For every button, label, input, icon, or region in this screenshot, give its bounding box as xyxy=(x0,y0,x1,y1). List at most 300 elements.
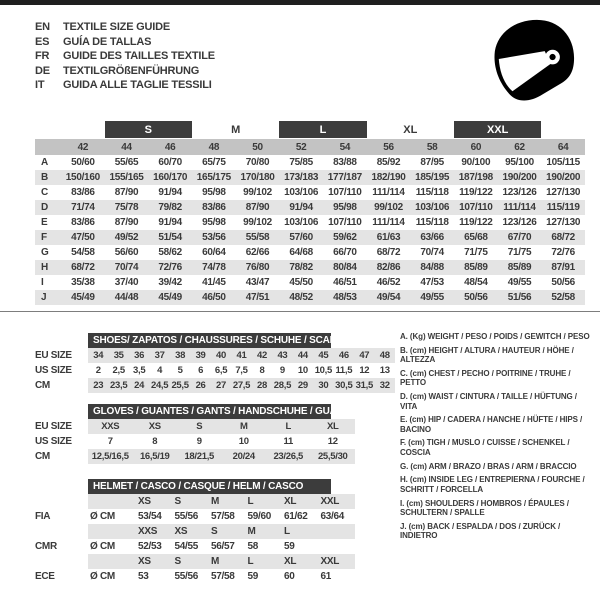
language-row-en xyxy=(35,20,215,35)
value-cell: 28,5 xyxy=(273,380,292,391)
size-value-cell: 123/126 xyxy=(502,217,537,228)
value-cell: 6,5 xyxy=(214,365,228,376)
language-code: ES xyxy=(35,35,50,48)
spacer-cell xyxy=(35,494,88,509)
size-value-cell: 51/56 xyxy=(507,292,532,303)
row-values xyxy=(88,509,355,524)
language-code: FR xyxy=(35,50,50,63)
value-cell: XXS xyxy=(101,421,120,432)
row-values xyxy=(88,524,355,539)
size-value-cell: 49/55 xyxy=(507,277,532,288)
helmet-sizes-row xyxy=(35,494,355,509)
helmet-size-value: 59/60 xyxy=(247,511,272,522)
helmet-size-value: 58 xyxy=(247,541,259,552)
value-cell: 25,5/30 xyxy=(317,451,348,462)
row-values xyxy=(88,378,395,393)
measurement-legend xyxy=(400,332,592,545)
guide-title: GUÍA DE TALLAS xyxy=(63,35,152,48)
helmet-size-label: M xyxy=(211,556,220,567)
helmet-size-label: S xyxy=(174,496,181,507)
size-value-cell: 78/82 xyxy=(289,262,313,273)
legend-item: G. (cm) ARM / BRAZO / BRAS / ARM / BRACCIO xyxy=(400,461,577,471)
size-value-cell: 41/45 xyxy=(202,277,226,288)
value-cell: 20/24 xyxy=(232,451,255,462)
size-numbers-row xyxy=(35,139,585,155)
size-value-cell: 127/130 xyxy=(546,187,581,198)
value-cell: 47 xyxy=(359,350,370,361)
size-value-cell: 91/94 xyxy=(158,187,182,198)
helmet-sizes-row xyxy=(35,524,355,539)
section-divider xyxy=(0,311,600,312)
size-value-cell: 91/94 xyxy=(289,202,313,213)
row-letter: F xyxy=(41,232,47,243)
size-value-cell: 35/38 xyxy=(71,277,95,288)
row-letter: G xyxy=(41,247,49,258)
row-values xyxy=(88,419,355,434)
racing-helmet-icon xyxy=(489,13,577,105)
value-cell: 41 xyxy=(236,350,247,361)
helmet-size-value: 55/56 xyxy=(174,511,199,522)
value-cell: 11,5 xyxy=(335,365,353,376)
row-letter: E xyxy=(41,217,48,228)
size-value-cell: 52/58 xyxy=(551,292,575,303)
helmet-size-value: 60 xyxy=(284,571,295,582)
language-row-es xyxy=(35,35,215,50)
value-cell: 9 xyxy=(279,365,285,376)
guide-title: GUIDA ALLE TAGLIE TESSILI xyxy=(63,79,212,92)
size-value-cell: 48/53 xyxy=(333,292,357,303)
value-cell: 43 xyxy=(277,350,288,361)
size-value-cell: 115/119 xyxy=(546,202,580,213)
value-cell: 4 xyxy=(157,365,163,376)
helmet-size-label: L xyxy=(247,556,254,567)
row-letter: I xyxy=(41,277,44,288)
size-value-cell: 70/74 xyxy=(420,247,444,258)
size-group-m: M xyxy=(231,123,241,136)
value-cell: 7 xyxy=(107,436,113,447)
size-value-cell: 68/72 xyxy=(71,262,95,273)
value-cell: 38 xyxy=(175,350,186,361)
helmet-values-row-cmr xyxy=(35,539,355,554)
gloves-rows xyxy=(35,419,355,464)
helmet-size-label: M xyxy=(211,496,220,507)
size-value-cell: 70/80 xyxy=(245,157,270,168)
size-value-cell: 111/114 xyxy=(372,187,405,198)
value-cell: 28 xyxy=(256,380,267,391)
size-value-cell: 62/66 xyxy=(245,247,270,258)
size-value-cell: 87/95 xyxy=(420,157,444,168)
size-value-cell: 84/88 xyxy=(420,262,444,273)
size-value-cell: 103/106 xyxy=(284,217,319,228)
size-value-cell: 170/180 xyxy=(240,172,275,183)
size-row-B xyxy=(35,170,585,185)
value-cell: 5 xyxy=(177,365,183,376)
size-value-cell: 54/58 xyxy=(71,247,95,258)
legend-item: D. (cm) WAIST / CINTURA / TAILLE / HÜFTUNG / VITA xyxy=(400,392,577,411)
size-value-cell: 60/70 xyxy=(158,157,182,168)
size-value-cell: 87/91 xyxy=(551,262,575,273)
size-value-cell: 71/74 xyxy=(71,202,95,213)
size-value-cell: 87/90 xyxy=(114,217,139,228)
row-label: US SIZE xyxy=(35,365,72,376)
size-row-E xyxy=(35,215,585,230)
size-value-cell: 95/98 xyxy=(202,217,226,228)
spacer-cell xyxy=(35,139,61,155)
standard-label: FIA xyxy=(35,511,51,522)
table-row-cm xyxy=(35,378,395,393)
row-values xyxy=(88,348,395,363)
value-cell: L xyxy=(285,421,291,432)
value-cell: M xyxy=(239,421,248,432)
size-value-cell: 53/56 xyxy=(202,232,226,243)
helmet-size-value: 53/54 xyxy=(138,511,162,522)
value-cell: 24 xyxy=(134,380,145,391)
size-value-cell: 67/70 xyxy=(507,232,532,243)
row-label: EU SIZE xyxy=(35,350,72,361)
size-value-cell: 111/114 xyxy=(503,202,536,213)
table-row-us-size xyxy=(35,434,355,449)
size-value-cell: 49/52 xyxy=(114,232,139,243)
legend-item: A. (Kg) WEIGHT / PESO / POIDS / GEWITCH / PESO xyxy=(400,332,590,341)
helmet-size-value: 55/56 xyxy=(174,571,199,582)
size-value-cell: 82/86 xyxy=(376,262,401,273)
row-values xyxy=(88,434,355,449)
size-value-cell: 75/78 xyxy=(114,202,139,213)
size-value-cell: 46/51 xyxy=(333,277,357,288)
size-value-cell: 59/62 xyxy=(333,232,357,243)
row-letter: J xyxy=(41,292,47,303)
size-value-cell: 63/66 xyxy=(420,232,444,243)
language-code: IT xyxy=(35,79,45,92)
size-value-cell: 72/76 xyxy=(551,247,575,258)
size-row-C xyxy=(35,185,585,200)
size-value-cell: 50/56 xyxy=(551,277,575,288)
size-value-cell: 58/62 xyxy=(158,247,182,258)
size-value-cell: 95/98 xyxy=(202,187,226,198)
table-row-eu-size xyxy=(35,348,395,363)
size-number-label: 42 xyxy=(77,141,89,153)
size-value-cell: 80/84 xyxy=(333,262,357,273)
row-letter: D xyxy=(41,202,48,213)
size-value-cell: 46/50 xyxy=(202,292,226,303)
size-value-cell: 72/76 xyxy=(158,262,182,273)
value-cell: 27,5 xyxy=(232,380,251,391)
size-value-cell: 123/126 xyxy=(502,187,537,198)
helmet-size-label: XS xyxy=(174,526,188,537)
size-value-cell: 83/86 xyxy=(71,187,95,198)
size-value-cell: 50/56 xyxy=(464,292,488,303)
legend-item: F. (cm) TIGH / MUSLO / CUISSE / SCHENKEL / COSCIA xyxy=(400,438,570,457)
helmet-size-value: 63/64 xyxy=(320,511,345,522)
size-value-cell: 99/102 xyxy=(243,217,272,228)
value-cell: 32 xyxy=(379,380,390,391)
size-value-cell: 49/55 xyxy=(420,292,444,303)
size-value-cell: 90/100 xyxy=(461,157,491,168)
spacer-cell xyxy=(88,524,136,539)
size-value-cell: 95/98 xyxy=(333,202,357,213)
size-value-cell: 103/106 xyxy=(415,202,450,213)
value-cell: 23/26,5 xyxy=(273,451,304,462)
language-row-fr xyxy=(35,49,215,64)
size-value-cell: 76/80 xyxy=(245,262,270,273)
value-cell: 16,5/19 xyxy=(139,451,170,462)
value-cell: 40 xyxy=(216,350,227,361)
size-number-label: 44 xyxy=(121,141,132,153)
size-value-cell: 46/52 xyxy=(376,277,401,288)
size-value-cell: 55/65 xyxy=(114,157,139,168)
size-row-G xyxy=(35,245,585,260)
value-cell: S xyxy=(196,421,203,432)
size-value-cell: 85/89 xyxy=(464,262,488,273)
value-cell: 12,5/16,5 xyxy=(91,451,129,462)
size-group-l: L xyxy=(279,121,366,138)
helmet-size-value: 54/55 xyxy=(174,541,199,552)
row-label: US SIZE xyxy=(35,436,72,447)
value-cell: XS xyxy=(148,421,161,432)
size-value-cell: 107/110 xyxy=(459,202,493,213)
value-cell: 25,5 xyxy=(171,380,189,391)
helmet-size-label: L xyxy=(284,526,290,537)
helmet-size-value: 57/58 xyxy=(211,511,235,522)
size-value-cell: 99/102 xyxy=(243,187,272,198)
language-title-list xyxy=(35,20,215,93)
row-letter: A xyxy=(41,157,48,168)
row-values xyxy=(88,363,395,378)
value-cell: 31,5 xyxy=(355,380,373,391)
size-value-cell: 51/54 xyxy=(158,232,182,243)
size-value-cell: 64/68 xyxy=(289,247,313,258)
legend-item: I. (cm) SHOULDERS / HOMBROS / ÉPAULES / SCHULTERN / SPALLE xyxy=(400,498,569,517)
helmet-size-label: XL xyxy=(284,556,297,567)
guide-title: TEXTILE SIZE GUIDE xyxy=(63,21,171,33)
legend-item: H. (cm) INSIDE LEG / ENTREPIERNA / FOURCHE / SCHRITT / FORCELLA xyxy=(400,475,585,494)
size-value-cell: 150/160 xyxy=(65,172,100,183)
size-value-cell: 50/60 xyxy=(71,157,95,168)
row-values xyxy=(88,569,355,584)
helmet-size-label: S xyxy=(211,526,218,537)
value-cell: 24,5 xyxy=(150,380,169,391)
value-cell: 29 xyxy=(297,380,308,391)
helmet-values-row-fia xyxy=(35,509,355,524)
size-group-header-row xyxy=(35,121,585,138)
row-label: EU SIZE xyxy=(35,421,72,432)
size-value-cell: 49/54 xyxy=(376,292,401,303)
size-value-cell: 48/52 xyxy=(289,292,313,303)
size-value-cell: 65/68 xyxy=(464,232,488,243)
size-value-cell: 45/49 xyxy=(158,292,182,303)
row-values xyxy=(88,554,355,569)
textile-size-table xyxy=(35,121,585,305)
value-cell: 18/21,5 xyxy=(184,451,215,462)
size-value-cell: 57/60 xyxy=(289,232,313,243)
size-value-cell: 68/72 xyxy=(376,247,401,258)
helmet-size-label: XXS xyxy=(138,526,158,537)
size-value-cell: 39/42 xyxy=(158,277,182,288)
size-row-F xyxy=(35,230,585,245)
helmet-size-value: 56/57 xyxy=(211,541,235,552)
diameter-unit-label: Ø CM xyxy=(90,511,115,522)
size-value-cell: 99/102 xyxy=(374,202,403,213)
value-cell: 23 xyxy=(93,380,104,391)
size-row-D xyxy=(35,200,585,215)
legend-item: E. (cm) HIP / CADERA / HANCHE / HÜFTE / HIPS / BACINO xyxy=(400,415,583,434)
legend-item: B. (cm) HEIGHT / ALTURA / HAUTEUR / HÖHE / ALTEZZA xyxy=(400,345,574,365)
size-value-cell: 105/115 xyxy=(546,157,580,168)
size-value-cell: 70/74 xyxy=(114,262,139,273)
language-row-de xyxy=(35,64,215,79)
legend-item: J. (cm) BACK / ESPALDA / DOS / ZURÜCK / INDIETRO xyxy=(400,521,561,541)
size-value-cell: 75/85 xyxy=(289,157,313,168)
helmet-size-value: 61 xyxy=(320,571,332,582)
top-rule xyxy=(0,0,600,5)
size-value-cell: 48/54 xyxy=(464,277,488,288)
value-cell: 42 xyxy=(256,350,267,361)
size-row-J xyxy=(35,290,585,305)
helmet-size-label: XL xyxy=(284,496,297,507)
value-cell: 11 xyxy=(283,436,293,447)
size-number-label: 48 xyxy=(208,141,220,153)
row-values xyxy=(88,449,355,464)
value-cell: 30 xyxy=(318,380,329,391)
size-value-cell: 185/195 xyxy=(415,172,450,183)
size-value-cell: 47/53 xyxy=(420,277,444,288)
language-code: DE xyxy=(35,64,50,77)
helmet-values-row-ece xyxy=(35,569,355,584)
helmet-size-label: M xyxy=(247,526,256,537)
helmet-size-label: XXL xyxy=(320,496,340,507)
value-cell: 9 xyxy=(196,436,202,447)
helmet-size-value: 57/58 xyxy=(211,571,235,582)
size-value-cell: 45/49 xyxy=(71,292,95,303)
size-group-s: S xyxy=(105,121,192,138)
shoes-rows xyxy=(35,348,395,393)
size-value-cell: 83/86 xyxy=(71,217,95,228)
value-cell: 8 xyxy=(152,436,158,447)
value-cell: 35 xyxy=(113,350,124,361)
size-row-A xyxy=(35,155,585,170)
spacer-cell xyxy=(35,524,88,539)
size-value-cell: 177/187 xyxy=(327,172,362,183)
size-value-cell: 61/63 xyxy=(376,232,401,243)
size-value-cell: 87/90 xyxy=(245,202,270,213)
value-cell: 26 xyxy=(195,380,206,391)
value-cell: 13 xyxy=(379,365,390,376)
size-number-label: 62 xyxy=(514,141,525,153)
size-group-xxl: XXL xyxy=(454,121,541,138)
size-value-cell: 44/48 xyxy=(114,292,139,303)
helmet-size-label: S xyxy=(174,556,181,567)
diameter-unit-label: Ø CM xyxy=(90,571,115,582)
size-number-label: 58 xyxy=(426,141,438,153)
size-value-cell: 165/175 xyxy=(196,172,231,183)
row-letter: B xyxy=(41,172,48,183)
size-value-cell: 103/106 xyxy=(284,187,319,198)
size-number-label: 64 xyxy=(557,141,569,153)
size-value-cell: 60/64 xyxy=(202,247,226,258)
size-value-cell: 155/165 xyxy=(109,172,144,183)
row-letter: C xyxy=(41,187,48,198)
value-cell: 45 xyxy=(318,350,329,361)
size-row-H xyxy=(35,260,585,275)
spacer-cell xyxy=(88,494,136,509)
value-cell: 10 xyxy=(238,436,249,447)
size-value-cell: 107/110 xyxy=(328,187,362,198)
value-cell: 27 xyxy=(216,380,227,391)
size-value-cell: 115/118 xyxy=(415,187,449,198)
row-letter: H xyxy=(41,262,48,273)
size-value-cell: 71/75 xyxy=(464,247,488,258)
size-value-cell: 127/130 xyxy=(546,217,581,228)
value-cell: 34 xyxy=(93,350,104,361)
gloves-table-title: GLOVES / GUANTES / GANTS / HANDSCHUHE / GUANTI xyxy=(88,404,331,419)
size-number-label: 60 xyxy=(470,141,482,153)
size-number-label: 56 xyxy=(383,141,394,153)
value-cell: 2 xyxy=(95,365,101,376)
value-cell: 3,5 xyxy=(133,365,146,376)
helmet-size-label: XS xyxy=(138,556,151,567)
value-cell: 30,5 xyxy=(335,380,353,391)
size-number-label: 46 xyxy=(164,141,176,153)
size-value-cell: 85/92 xyxy=(376,157,401,168)
size-value-cell: 115/118 xyxy=(415,217,449,228)
helmet-size-label: XXL xyxy=(320,556,340,567)
diameter-unit-label: Ø CM xyxy=(90,541,115,552)
row-values xyxy=(88,539,355,554)
size-value-cell: 107/110 xyxy=(328,217,362,228)
spacer-cell xyxy=(88,554,136,569)
helmet-rows xyxy=(35,494,355,584)
helmet-size-value: 53 xyxy=(138,571,149,582)
standard-label: CMR xyxy=(35,541,57,552)
size-number-label: 52 xyxy=(295,141,307,153)
value-cell: 8 xyxy=(259,365,265,376)
size-rows xyxy=(35,155,585,305)
size-number-label: 50 xyxy=(252,141,263,153)
helmet-size-label: XS xyxy=(138,496,151,507)
value-cell: 10,5 xyxy=(314,365,332,376)
size-value-cell: 182/190 xyxy=(371,172,406,183)
size-value-cell: 66/70 xyxy=(333,247,357,258)
size-value-cell: 190/200 xyxy=(546,172,581,183)
helmet-size-table xyxy=(35,479,355,584)
value-cell: 6 xyxy=(198,365,204,376)
size-value-cell: 47/51 xyxy=(245,292,270,303)
value-cell: 44 xyxy=(297,350,308,361)
helmet-size-value: 59 xyxy=(284,541,295,552)
size-value-cell: 95/100 xyxy=(505,157,534,168)
size-row-I xyxy=(35,275,585,290)
helmet-table-title: HELMET / CASCO / CASQUE / HELM / CASCO xyxy=(88,479,331,494)
value-cell: 12 xyxy=(327,436,338,447)
language-code: EN xyxy=(35,21,50,33)
size-value-cell: 190/200 xyxy=(502,172,537,183)
value-cell: 2,5 xyxy=(112,365,125,376)
value-cell: 46 xyxy=(338,350,349,361)
size-value-cell: 71/75 xyxy=(507,247,532,258)
size-value-cell: 173/183 xyxy=(284,172,319,183)
table-row-us-size xyxy=(35,363,395,378)
row-label: CM xyxy=(35,380,50,391)
size-value-cell: 47/50 xyxy=(71,232,95,243)
row-label: CM xyxy=(35,451,50,462)
size-value-cell: 79/82 xyxy=(158,202,182,213)
value-cell: 48 xyxy=(379,350,390,361)
value-cell: 10 xyxy=(297,365,308,376)
size-value-cell: 45/50 xyxy=(289,277,313,288)
size-value-cell: 83/88 xyxy=(333,157,357,168)
value-cell: 23,5 xyxy=(110,380,128,391)
size-group-xl: XL xyxy=(403,123,418,136)
